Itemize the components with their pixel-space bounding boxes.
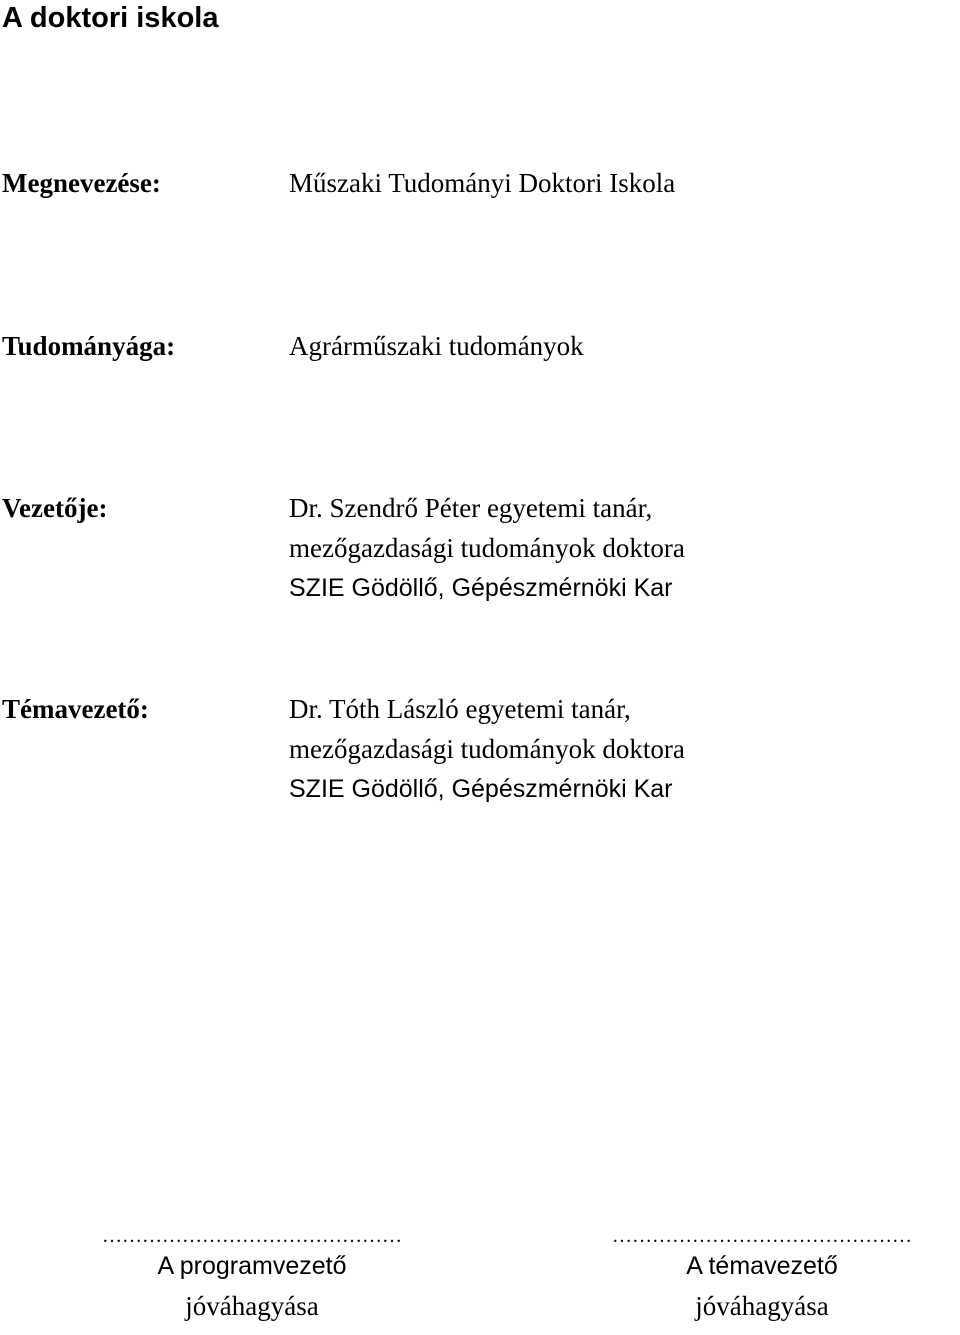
head-line-2: mezőgazdasági tudományok doktora [289,533,685,563]
signature-approval: jóváhagyása [185,1291,319,1321]
signature-role: A programvezető [157,1252,347,1280]
signature-approval: jóváhagyása [695,1291,829,1321]
field-label: Tudományága: [2,331,176,361]
field-value: Agrárműszaki tudományok [289,331,584,361]
signature-program-leader [56,1226,448,1326]
head-line-3: SZIE Gödöllő, Gépészmérnöki Kar [289,574,673,602]
supervisor-label: Témavezető: [2,694,149,724]
supervisor-line-2: mezőgazdasági tudományok doktora [289,734,685,764]
signature-dotted-line: ……………………………………… [612,1226,912,1246]
signature-dotted-line: ……………………………………… [102,1226,402,1246]
supervisor-line-3: SZIE Gödöllő, Gépészmérnöki Kar [289,775,673,803]
page-title: A doktori iskola [2,2,219,34]
head-label: Vezetője: [2,493,108,523]
name-label: Megnevezése: [2,168,161,198]
signature-role: A témavezető [686,1252,838,1280]
signature-supervisor [566,1226,958,1326]
supervisor-line-1: Dr. Tóth László egyetemi tanár, [289,694,631,724]
head-line-1: Dr. Szendrő Péter egyetemi tanár, [289,493,653,523]
name-value: Műszaki Tudományi Doktori Iskola [289,168,676,198]
